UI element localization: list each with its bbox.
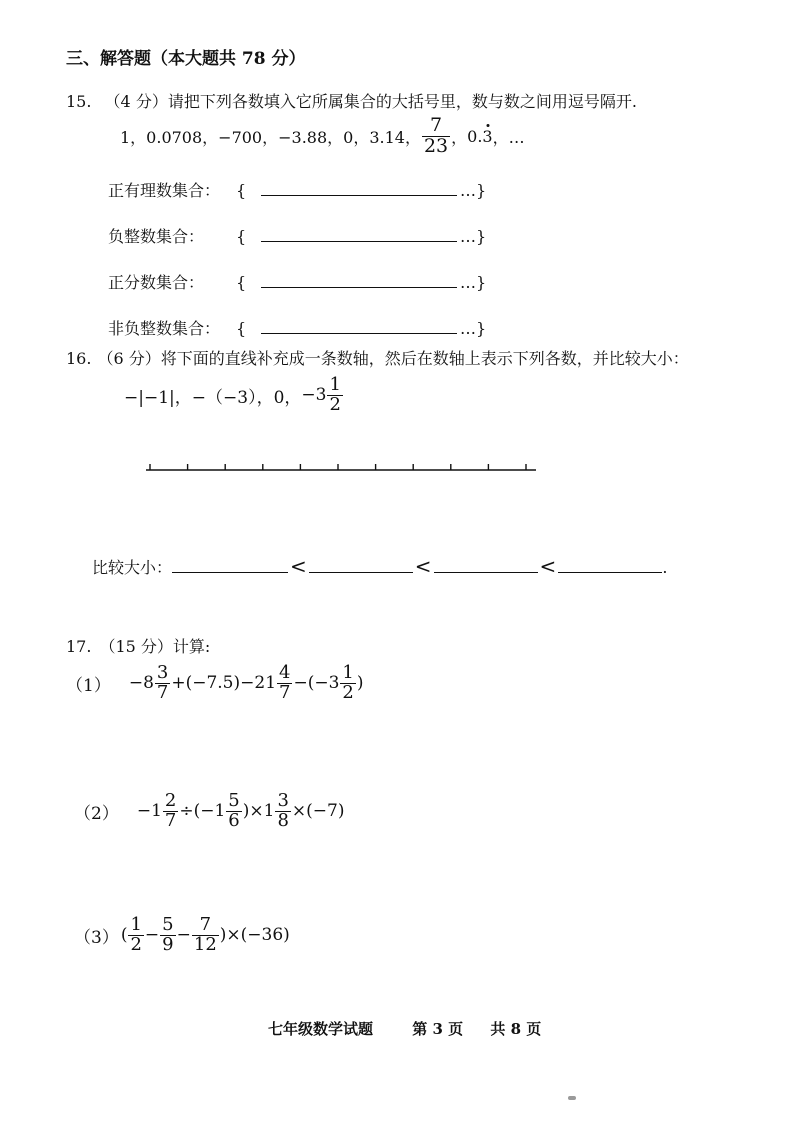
set-close-brace: …} xyxy=(460,181,487,200)
less-than-sign: < xyxy=(414,554,432,578)
expr-term: ÷(−1 xyxy=(179,801,226,822)
numerator: 5 xyxy=(228,790,240,811)
numerator: 2 xyxy=(164,790,177,811)
number-line[interactable] xyxy=(140,458,540,478)
part-label: （1） xyxy=(66,675,111,696)
q16-items xyxy=(124,376,344,415)
expr-fraction xyxy=(340,664,355,703)
section-title: 三、解答题（本大题共 78 分） xyxy=(66,49,306,69)
expr-term: ( xyxy=(120,925,128,946)
q16-mixed-fraction xyxy=(327,376,342,415)
numerator: 4 xyxy=(279,662,291,683)
set-answer-blank[interactable] xyxy=(261,225,457,242)
less-than-sign: < xyxy=(539,554,557,578)
q16-fraction-denominator: 2 xyxy=(329,393,341,415)
numerator: 1 xyxy=(342,662,354,683)
set-answer-blank[interactable] xyxy=(261,179,457,196)
numerator: 7 xyxy=(192,916,219,936)
q15-fraction-denominator: 23 xyxy=(423,134,449,157)
q16-prompt: 将下面的直线补充成一条数轴，然后在数轴上表示下列各数，并比较大小： xyxy=(160,349,689,368)
expr-term: −(−3 xyxy=(293,673,340,694)
set-close-brace: …} xyxy=(460,227,487,246)
q16-mixed-number xyxy=(301,376,344,415)
q15-recurring-whole: 0. xyxy=(467,126,483,146)
set-close-brace: …} xyxy=(460,273,487,292)
expr-term: ) xyxy=(356,673,364,694)
q15-separator: ， xyxy=(451,127,468,147)
q15-fraction xyxy=(422,116,450,157)
page-footer xyxy=(268,1018,541,1039)
footer-page-number: 第 3 页 xyxy=(412,1020,464,1038)
q16-number: 16. xyxy=(66,349,92,368)
denominator: 8 xyxy=(277,809,289,831)
q16-compare-row xyxy=(92,554,667,578)
set-open-brace: { xyxy=(236,227,247,246)
denominator: 12 xyxy=(193,933,217,955)
set-positive-rational xyxy=(108,178,486,201)
footer-subject: 七年级数学试题 xyxy=(268,1020,374,1038)
q17-prompt: 计算: xyxy=(172,637,211,656)
denominator: 2 xyxy=(342,681,354,703)
expr-fraction xyxy=(160,916,175,955)
expr-fraction xyxy=(155,664,170,703)
set-positive-fraction xyxy=(108,270,486,293)
denominator: 7 xyxy=(156,681,169,703)
denominator: 2 xyxy=(130,933,142,955)
scan-mark xyxy=(568,1096,576,1100)
q15-prompt: 请把下列各数填入它所属集合的大括号里，数与数之间用逗号隔开. xyxy=(167,92,637,111)
denominator: 7 xyxy=(279,681,291,703)
compare-blank-3[interactable] xyxy=(434,554,538,573)
q15-fraction-numerator: 7 xyxy=(422,116,450,137)
set-label: 正分数集合： xyxy=(108,273,205,292)
q17-score: （15 分） xyxy=(99,637,173,656)
less-than-sign: < xyxy=(290,554,307,578)
q15-number-list xyxy=(120,116,525,157)
q15-numbers-text: 1，0.0708，−700，−3.88，0，3.14， xyxy=(120,127,421,147)
q17-part-3 xyxy=(74,916,290,955)
set-nonnegative-integer xyxy=(108,316,486,339)
denominator: 7 xyxy=(164,809,177,831)
set-close-brace: …} xyxy=(460,319,487,338)
q17-part-1 xyxy=(66,664,364,703)
q16-mixed-whole: −3 xyxy=(301,385,327,406)
q15-recurring-decimal xyxy=(467,127,492,146)
expr-fraction xyxy=(128,916,143,955)
denominator: 9 xyxy=(162,933,174,955)
denominator: 6 xyxy=(228,809,240,831)
set-label: 正有理数集合： xyxy=(108,181,221,200)
expr-term: +(−7.5)−21 xyxy=(171,673,277,694)
compare-blank-2[interactable] xyxy=(309,554,413,573)
expr-fraction xyxy=(163,792,178,831)
set-open-brace: { xyxy=(236,273,247,292)
part-label: （2） xyxy=(74,803,119,824)
q15-header xyxy=(66,89,637,112)
expr-fraction xyxy=(275,792,290,831)
set-answer-blank[interactable] xyxy=(261,317,457,334)
q16-fraction-numerator: 1 xyxy=(329,374,341,395)
set-label: 非负整数集合： xyxy=(108,319,221,338)
q16-header xyxy=(66,346,689,369)
q16-items-text: −|−1|，−（−3），0， xyxy=(124,387,302,408)
set-negative-integer xyxy=(108,224,486,247)
q17-part-2 xyxy=(74,792,344,831)
set-answer-blank[interactable] xyxy=(261,271,457,288)
expr-fraction xyxy=(192,916,219,955)
q17-number: 17. xyxy=(66,637,92,656)
expr-fraction xyxy=(226,792,241,831)
q15-recurring-digit: 3 xyxy=(482,126,493,146)
expr-term: )×(−36) xyxy=(219,925,290,946)
expr-term: −1 xyxy=(136,801,162,822)
expr-term: − xyxy=(144,925,160,946)
numerator: 3 xyxy=(156,662,169,683)
numerator: 1 xyxy=(130,914,142,935)
expr-term: −8 xyxy=(128,673,154,694)
footer-total-pages: 共 8 页 xyxy=(490,1020,542,1038)
number-line-ticks xyxy=(150,464,526,470)
set-label: 负整数集合： xyxy=(108,227,205,246)
numerator: 3 xyxy=(277,790,289,811)
numerator: 5 xyxy=(162,914,174,935)
compare-period: . xyxy=(662,558,668,577)
expr-term: ×(−7) xyxy=(291,801,345,822)
part-label: （3） xyxy=(74,927,119,948)
compare-blank-4[interactable] xyxy=(558,554,662,573)
q15-number: 15. xyxy=(66,92,92,111)
set-open-brace: { xyxy=(236,181,247,200)
expr-fraction xyxy=(277,664,292,703)
expr-term: − xyxy=(176,925,191,946)
set-open-brace: { xyxy=(236,319,247,338)
expr-term: )×1 xyxy=(242,801,275,822)
compare-label: 比较大小： xyxy=(92,558,173,577)
q15-numbers-tail: ，… xyxy=(492,127,525,147)
q16-score: （6 分） xyxy=(97,349,161,368)
q17-header xyxy=(66,634,210,657)
q15-score: （4 分） xyxy=(104,92,168,111)
compare-blank-1[interactable] xyxy=(172,554,288,573)
